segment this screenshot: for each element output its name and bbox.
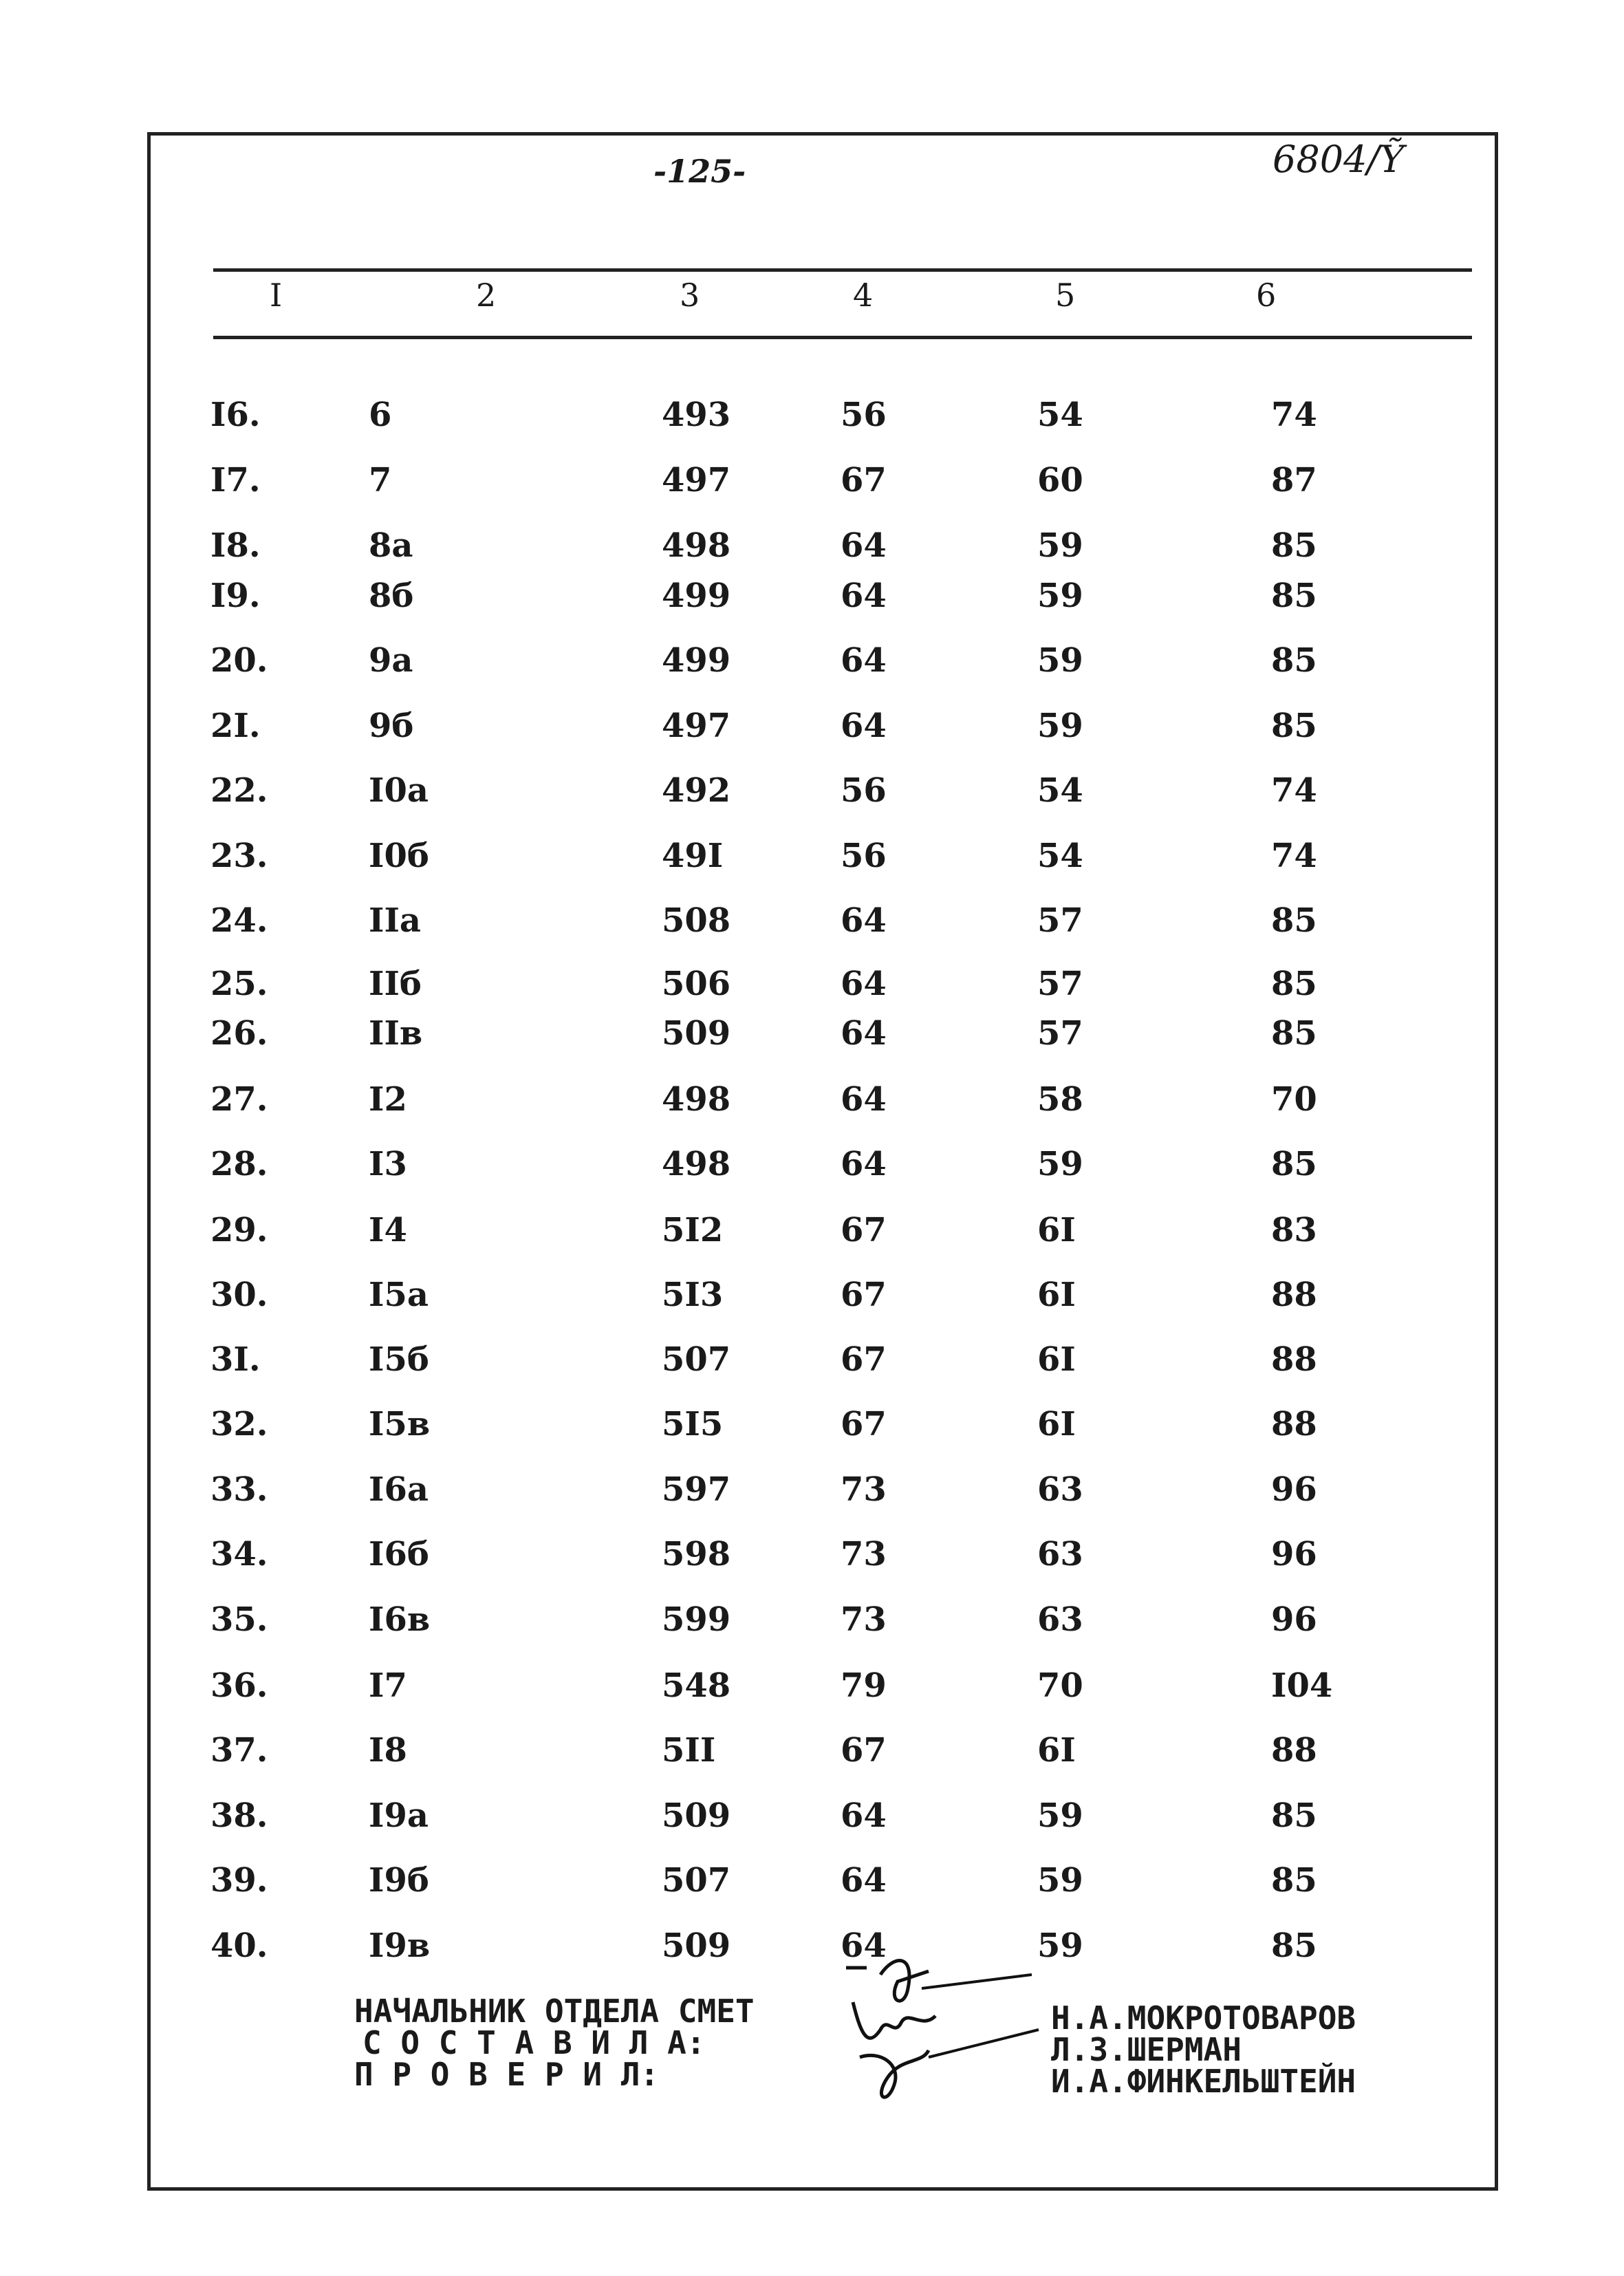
table-cell-col-5: 59 (1037, 577, 1083, 615)
table-cell-col-3: 507 (662, 1861, 731, 1900)
table-cell-col-2: I5б (369, 1340, 429, 1379)
table-cell-col-3: 497 (662, 461, 731, 500)
table-cell-col-6: 85 (1271, 707, 1317, 745)
name-sherman: Л.З.ШЕРМАН (1051, 2031, 1242, 2068)
table-cell-col-3: 507 (662, 1340, 731, 1379)
table-cell-col-2: 9б (369, 707, 414, 745)
table-cell-col-4: 56 (841, 837, 887, 875)
table-cell-col-6: 87 (1271, 461, 1317, 500)
header-col-3: 3 (680, 277, 700, 314)
table-cell-col-4: 64 (841, 707, 887, 745)
table-row (0, 965, 1624, 1006)
table-cell-col-4: 64 (841, 526, 887, 565)
table-cell-col-2: I7 (369, 1666, 407, 1705)
table-cell-col-4: 64 (841, 1080, 887, 1119)
table-cell-col-5: 63 (1037, 1535, 1083, 1574)
table-header-top-rule (213, 268, 1472, 272)
table-cell-col-4: 64 (841, 641, 887, 680)
table-cell-col-3: 498 (662, 1145, 731, 1183)
table-cell-col-4: 64 (841, 1796, 887, 1835)
table-cell-col-4: 67 (841, 1405, 887, 1443)
table-cell-col-4: 64 (841, 1145, 887, 1183)
table-cell-col-3: 499 (662, 641, 731, 680)
table-cell-col-2: I4 (369, 1211, 407, 1249)
table-row (0, 1276, 1624, 1317)
table-cell-col-5: 59 (1037, 1926, 1083, 1965)
table-row (0, 707, 1624, 748)
table-cell-col-1: 23. (210, 837, 268, 875)
table-row (0, 1080, 1624, 1121)
name-finkelshtein: И.А.ФИНКЕЛЬШТЕЙН (1051, 2063, 1356, 2100)
table-cell-col-1: I8. (210, 526, 261, 565)
table-cell-col-2: I0б (369, 837, 429, 875)
table-row (0, 1470, 1624, 1512)
table-cell-col-1: 35. (210, 1600, 268, 1639)
table-cell-col-6: 85 (1271, 965, 1317, 1003)
header-col-1: I (270, 277, 283, 314)
table-cell-col-3: 499 (662, 577, 731, 615)
table-cell-col-2: IIа (369, 901, 422, 940)
table-cell-col-1: 32. (210, 1405, 268, 1443)
table-cell-col-5: 6I (1037, 1731, 1076, 1770)
table-cell-col-5: 57 (1037, 965, 1083, 1003)
table-cell-col-3: 49I (662, 837, 724, 875)
table-cell-col-5: 54 (1037, 396, 1083, 434)
table-cell-col-2: I6а (369, 1470, 429, 1509)
table-cell-col-2: IIб (369, 965, 422, 1003)
table-cell-col-3: 597 (662, 1470, 731, 1509)
table-cell-col-6: 85 (1271, 577, 1317, 615)
table-cell-col-6: 83 (1271, 1211, 1317, 1249)
table-cell-col-2: I3 (369, 1145, 407, 1183)
table-row (0, 1405, 1624, 1446)
table-cell-col-3: 598 (662, 1535, 731, 1574)
table-row (0, 901, 1624, 943)
table-cell-col-6: 85 (1271, 1926, 1317, 1965)
table-cell-col-5: 54 (1037, 837, 1083, 875)
table-cell-col-2: I9в (369, 1926, 431, 1965)
table-row (0, 577, 1624, 618)
table-cell-col-1: 26. (210, 1014, 268, 1053)
table-header-bottom-rule (213, 336, 1472, 339)
table-cell-col-5: 60 (1037, 461, 1083, 500)
table-cell-col-3: 599 (662, 1600, 731, 1639)
table-cell-col-5: 63 (1037, 1470, 1083, 1509)
table-row (0, 1926, 1624, 1968)
table-cell-col-1: 3I. (210, 1340, 261, 1379)
table-cell-col-6: 96 (1271, 1535, 1317, 1574)
table-cell-col-1: 33. (210, 1470, 268, 1509)
table-cell-col-6: 70 (1271, 1080, 1317, 1119)
table-cell-col-1: 2I. (210, 707, 261, 745)
table-cell-col-5: 63 (1037, 1600, 1083, 1639)
page-number: -125- (653, 153, 746, 190)
table-cell-col-5: 57 (1037, 901, 1083, 940)
table-cell-col-4: 64 (841, 901, 887, 940)
table-cell-col-5: 59 (1037, 1796, 1083, 1835)
signature-names (1051, 1999, 1356, 2100)
table-row (0, 1145, 1624, 1186)
table-cell-col-6: 88 (1271, 1731, 1317, 1770)
table-cell-col-1: 24. (210, 901, 268, 940)
table-cell-col-1: 36. (210, 1666, 268, 1705)
table-cell-col-6: 85 (1271, 641, 1317, 680)
table-row (0, 1731, 1624, 1772)
table-cell-col-5: 6I (1037, 1405, 1076, 1443)
signature-titles (354, 1993, 755, 2093)
table-row (0, 526, 1624, 568)
table-cell-col-2: I6б (369, 1535, 429, 1574)
table-cell-col-4: 64 (841, 1014, 887, 1053)
table-cell-col-4: 64 (841, 1861, 887, 1900)
handwritten-signature-marks (839, 1947, 1046, 2112)
table-cell-col-6: 85 (1271, 526, 1317, 565)
table-cell-col-2: IIв (369, 1014, 423, 1053)
table-cell-col-2: I0а (369, 771, 429, 810)
table-cell-col-3: 492 (662, 771, 731, 810)
table-cell-col-4: 56 (841, 396, 887, 434)
table-cell-col-4: 67 (841, 1211, 887, 1249)
table-cell-col-2: 9а (369, 641, 413, 680)
table-cell-col-3: 509 (662, 1926, 731, 1965)
table-cell-col-6: 85 (1271, 901, 1317, 940)
table-cell-col-3: 548 (662, 1666, 731, 1705)
table-cell-col-4: 67 (841, 1731, 887, 1770)
table-cell-col-2: I5в (369, 1405, 431, 1443)
table-cell-col-5: 58 (1037, 1080, 1083, 1119)
table-row (0, 1535, 1624, 1576)
table-cell-col-1: 22. (210, 771, 268, 810)
table-cell-col-5: 59 (1037, 526, 1083, 565)
table-cell-col-3: 5I2 (662, 1211, 724, 1249)
table-cell-col-2: I9б (369, 1861, 429, 1900)
table-cell-col-5: 59 (1037, 1861, 1083, 1900)
table-cell-col-2: I8 (369, 1731, 407, 1770)
table-cell-col-5: 59 (1037, 1145, 1083, 1183)
table-cell-col-4: 56 (841, 771, 887, 810)
table-cell-col-1: 30. (210, 1276, 268, 1314)
table-cell-col-5: 54 (1037, 771, 1083, 810)
table-cell-col-1: 37. (210, 1731, 268, 1770)
table-cell-col-3: 5I3 (662, 1276, 724, 1314)
table-cell-col-4: 73 (841, 1470, 887, 1509)
table-cell-col-6: 88 (1271, 1405, 1317, 1443)
table-cell-col-5: 70 (1037, 1666, 1083, 1705)
table-cell-col-6: 74 (1271, 396, 1317, 434)
table-cell-col-6: 85 (1271, 1796, 1317, 1835)
table-cell-col-6: 88 (1271, 1340, 1317, 1379)
title-head-of-department: НАЧАЛЬНИК ОТДЕЛА СМЕТ (354, 1993, 755, 2030)
name-mokrotovarov: Н.А.МОКРОТОВАРОВ (1051, 1999, 1356, 2037)
table-cell-col-3: 493 (662, 396, 731, 434)
table-row (0, 771, 1624, 813)
table-cell-col-4: 67 (841, 461, 887, 500)
table-row (0, 1014, 1624, 1055)
document-code: 6804/Ỹ (1273, 138, 1405, 181)
table-row (0, 461, 1624, 502)
table-cell-col-4: 64 (841, 577, 887, 615)
table-cell-col-4: 64 (841, 965, 887, 1003)
table-cell-col-2: I9а (369, 1796, 429, 1835)
table-cell-col-6: 85 (1271, 1861, 1317, 1900)
table-cell-col-5: 57 (1037, 1014, 1083, 1053)
table-cell-col-5: 59 (1037, 707, 1083, 745)
table-cell-col-3: 5I5 (662, 1405, 724, 1443)
table-row (0, 1861, 1624, 1902)
table-cell-col-5: 6I (1037, 1211, 1076, 1249)
table-cell-col-5: 6I (1037, 1340, 1076, 1379)
table-cell-col-6: 88 (1271, 1276, 1317, 1314)
table-cell-col-3: 509 (662, 1796, 731, 1835)
header-col-4: 4 (853, 277, 874, 314)
table-cell-col-6: 74 (1271, 837, 1317, 875)
table-cell-col-6: 85 (1271, 1145, 1317, 1183)
table-cell-col-1: 29. (210, 1211, 268, 1249)
table-cell-col-1: I7. (210, 461, 261, 500)
table-cell-col-1: 40. (210, 1926, 268, 1965)
table-cell-col-3: 508 (662, 901, 731, 940)
table-cell-col-2: 7 (369, 461, 392, 500)
table-cell-col-6: 85 (1271, 1014, 1317, 1053)
table-cell-col-1: 20. (210, 641, 268, 680)
table-cell-col-5: 59 (1037, 641, 1083, 680)
table-cell-col-5: 6I (1037, 1276, 1076, 1314)
table-row (0, 837, 1624, 878)
table-cell-col-1: 34. (210, 1535, 268, 1574)
table-cell-col-1: 38. (210, 1796, 268, 1835)
table-cell-col-3: 497 (662, 707, 731, 745)
table-cell-col-3: 5II (662, 1731, 716, 1770)
table-cell-col-3: 498 (662, 526, 731, 565)
table-cell-col-6: 96 (1271, 1600, 1317, 1639)
table-cell-col-1: 39. (210, 1861, 268, 1900)
header-col-5: 5 (1055, 277, 1076, 314)
table-row (0, 1600, 1624, 1642)
table-cell-col-1: 27. (210, 1080, 268, 1119)
table-cell-col-2: I2 (369, 1080, 407, 1119)
table-cell-col-6: 96 (1271, 1470, 1317, 1509)
table-cell-col-4: 67 (841, 1276, 887, 1314)
table-cell-col-2: 6 (369, 396, 392, 434)
table-cell-col-4: 73 (841, 1600, 887, 1639)
table-cell-col-2: I6в (369, 1600, 431, 1639)
header-col-2: 2 (476, 277, 497, 314)
table-cell-col-4: 64 (841, 1926, 887, 1965)
table-cell-col-2: 8б (369, 577, 414, 615)
table-row (0, 396, 1624, 437)
table-row (0, 1796, 1624, 1838)
table-row (0, 1340, 1624, 1382)
title-compiled-by: С О С Т А В И Л А: (362, 2024, 706, 2061)
table-row (0, 641, 1624, 683)
table-cell-col-3: 506 (662, 965, 731, 1003)
table-cell-col-3: 509 (662, 1014, 731, 1053)
table-cell-col-6: 74 (1271, 771, 1317, 810)
table-cell-col-3: 498 (662, 1080, 731, 1119)
table-cell-col-2: 8а (369, 526, 413, 565)
table-cell-col-4: 73 (841, 1535, 887, 1574)
table-cell-col-4: 79 (841, 1666, 887, 1705)
table-cell-col-1: I9. (210, 577, 261, 615)
table-row (0, 1211, 1624, 1252)
table-cell-col-4: 67 (841, 1340, 887, 1379)
table-cell-col-2: I5а (369, 1276, 429, 1314)
table-cell-col-1: 28. (210, 1145, 268, 1183)
table-cell-col-1: 25. (210, 965, 268, 1003)
title-checked-by: П Р О В Е Р И Л: (354, 2056, 660, 2093)
table-row (0, 1666, 1624, 1708)
table-cell-col-6: I04 (1271, 1666, 1333, 1705)
header-col-6: 6 (1256, 277, 1277, 314)
table-cell-col-1: I6. (210, 396, 261, 434)
